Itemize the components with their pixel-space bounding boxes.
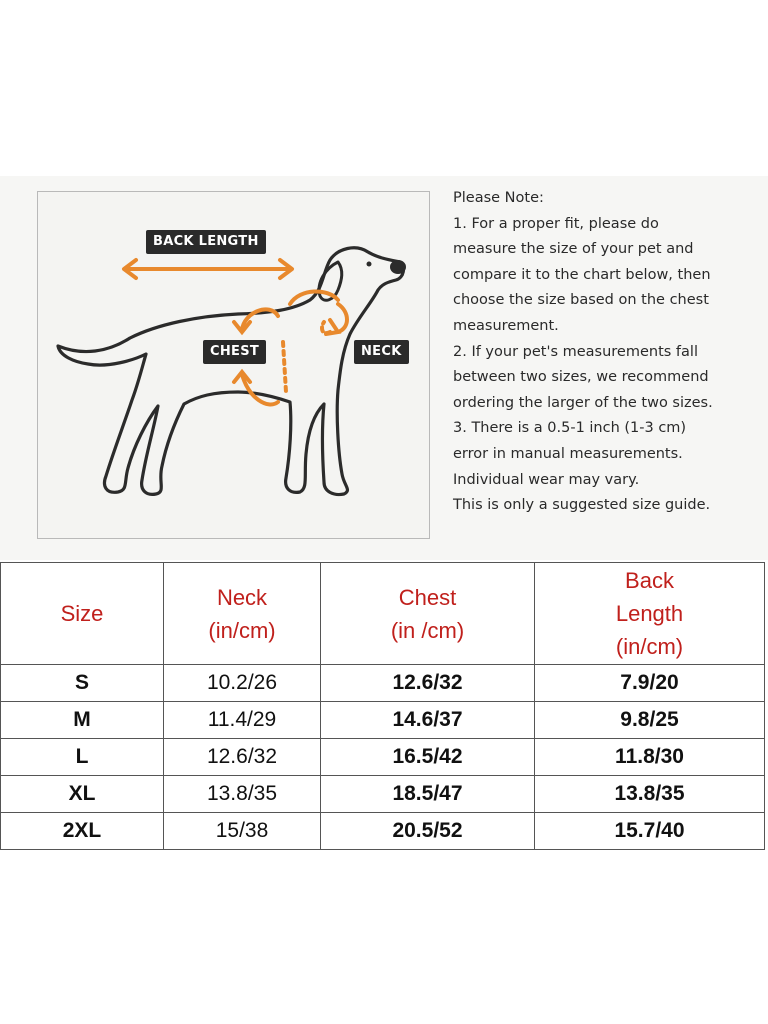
size-cell: S	[1, 665, 164, 702]
chest-cell: 16.5/42	[321, 739, 535, 776]
chest-cell: 20.5/52	[321, 813, 535, 850]
notes-line: compare it to the chart below, then	[453, 266, 711, 283]
neck-cell: 12.6/32	[164, 739, 321, 776]
header-size: Size	[1, 563, 164, 665]
size-cell: XL	[1, 776, 164, 813]
notes-line: Individual wear may vary.	[453, 471, 640, 488]
notes-line: 1. For a proper fit, please do	[453, 215, 659, 232]
dog-measurement-diagram	[37, 191, 430, 539]
table-row	[1, 813, 765, 850]
notes-line: 3. There is a 0.5-1 inch (1-3 cm)	[453, 420, 687, 437]
header-neck: Neck (in/cm)	[164, 563, 321, 665]
notes-line: choose the size based on the chest	[453, 292, 709, 309]
neck-cell: 13.8/35	[164, 776, 321, 813]
notes-line: This is only a suggested size guide.	[453, 497, 711, 514]
table-row	[1, 702, 765, 739]
notes-heading: Please Note:	[453, 190, 544, 206]
header-chest: Chest (in /cm)	[321, 563, 535, 665]
notes-line: measurement.	[453, 317, 559, 334]
dog-nose	[390, 260, 406, 274]
neck-cell: 15/38	[164, 813, 321, 850]
chest-cell: 18.5/47	[321, 776, 535, 813]
back-cell: 13.8/35	[535, 776, 765, 813]
size-cell: L	[1, 739, 164, 776]
size-cell: M	[1, 702, 164, 739]
neck-cell: 10.2/26	[164, 665, 321, 702]
header-back-length: Back Length (in/cm)	[535, 563, 765, 665]
back-cell: 9.8/25	[535, 702, 765, 739]
notes-line: ordering the larger of the two sizes.	[453, 394, 713, 411]
chest-cell: 12.6/32	[321, 665, 535, 702]
chest-cell: 14.6/37	[321, 702, 535, 739]
neck-label: NECK	[354, 340, 409, 364]
table-row	[1, 776, 765, 813]
neck-cell: 11.4/29	[164, 702, 321, 739]
back-length-arrow	[124, 260, 292, 278]
table-header-row	[1, 563, 765, 665]
notes-line: 2. If your pet's measurements fall	[453, 343, 698, 360]
notes-line: measure the size of your pet and	[453, 241, 694, 258]
back-length-label: BACK LENGTH	[146, 230, 266, 254]
dog-silhouette	[58, 248, 403, 495]
back-cell: 11.8/30	[535, 739, 765, 776]
notes-line: between two sizes, we recommend	[453, 369, 709, 386]
chest-label: CHEST	[203, 340, 266, 364]
neck-arrow	[290, 291, 347, 334]
table-row	[1, 739, 765, 776]
size-chart-table	[0, 562, 765, 850]
notes-line: error in manual measurements.	[453, 445, 683, 462]
size-cell: 2XL	[1, 813, 164, 850]
back-cell: 7.9/20	[535, 665, 765, 702]
back-cell: 15.7/40	[535, 813, 765, 850]
table-row	[1, 665, 765, 702]
size-guide-notes	[453, 186, 753, 519]
dog-eye	[367, 262, 372, 267]
